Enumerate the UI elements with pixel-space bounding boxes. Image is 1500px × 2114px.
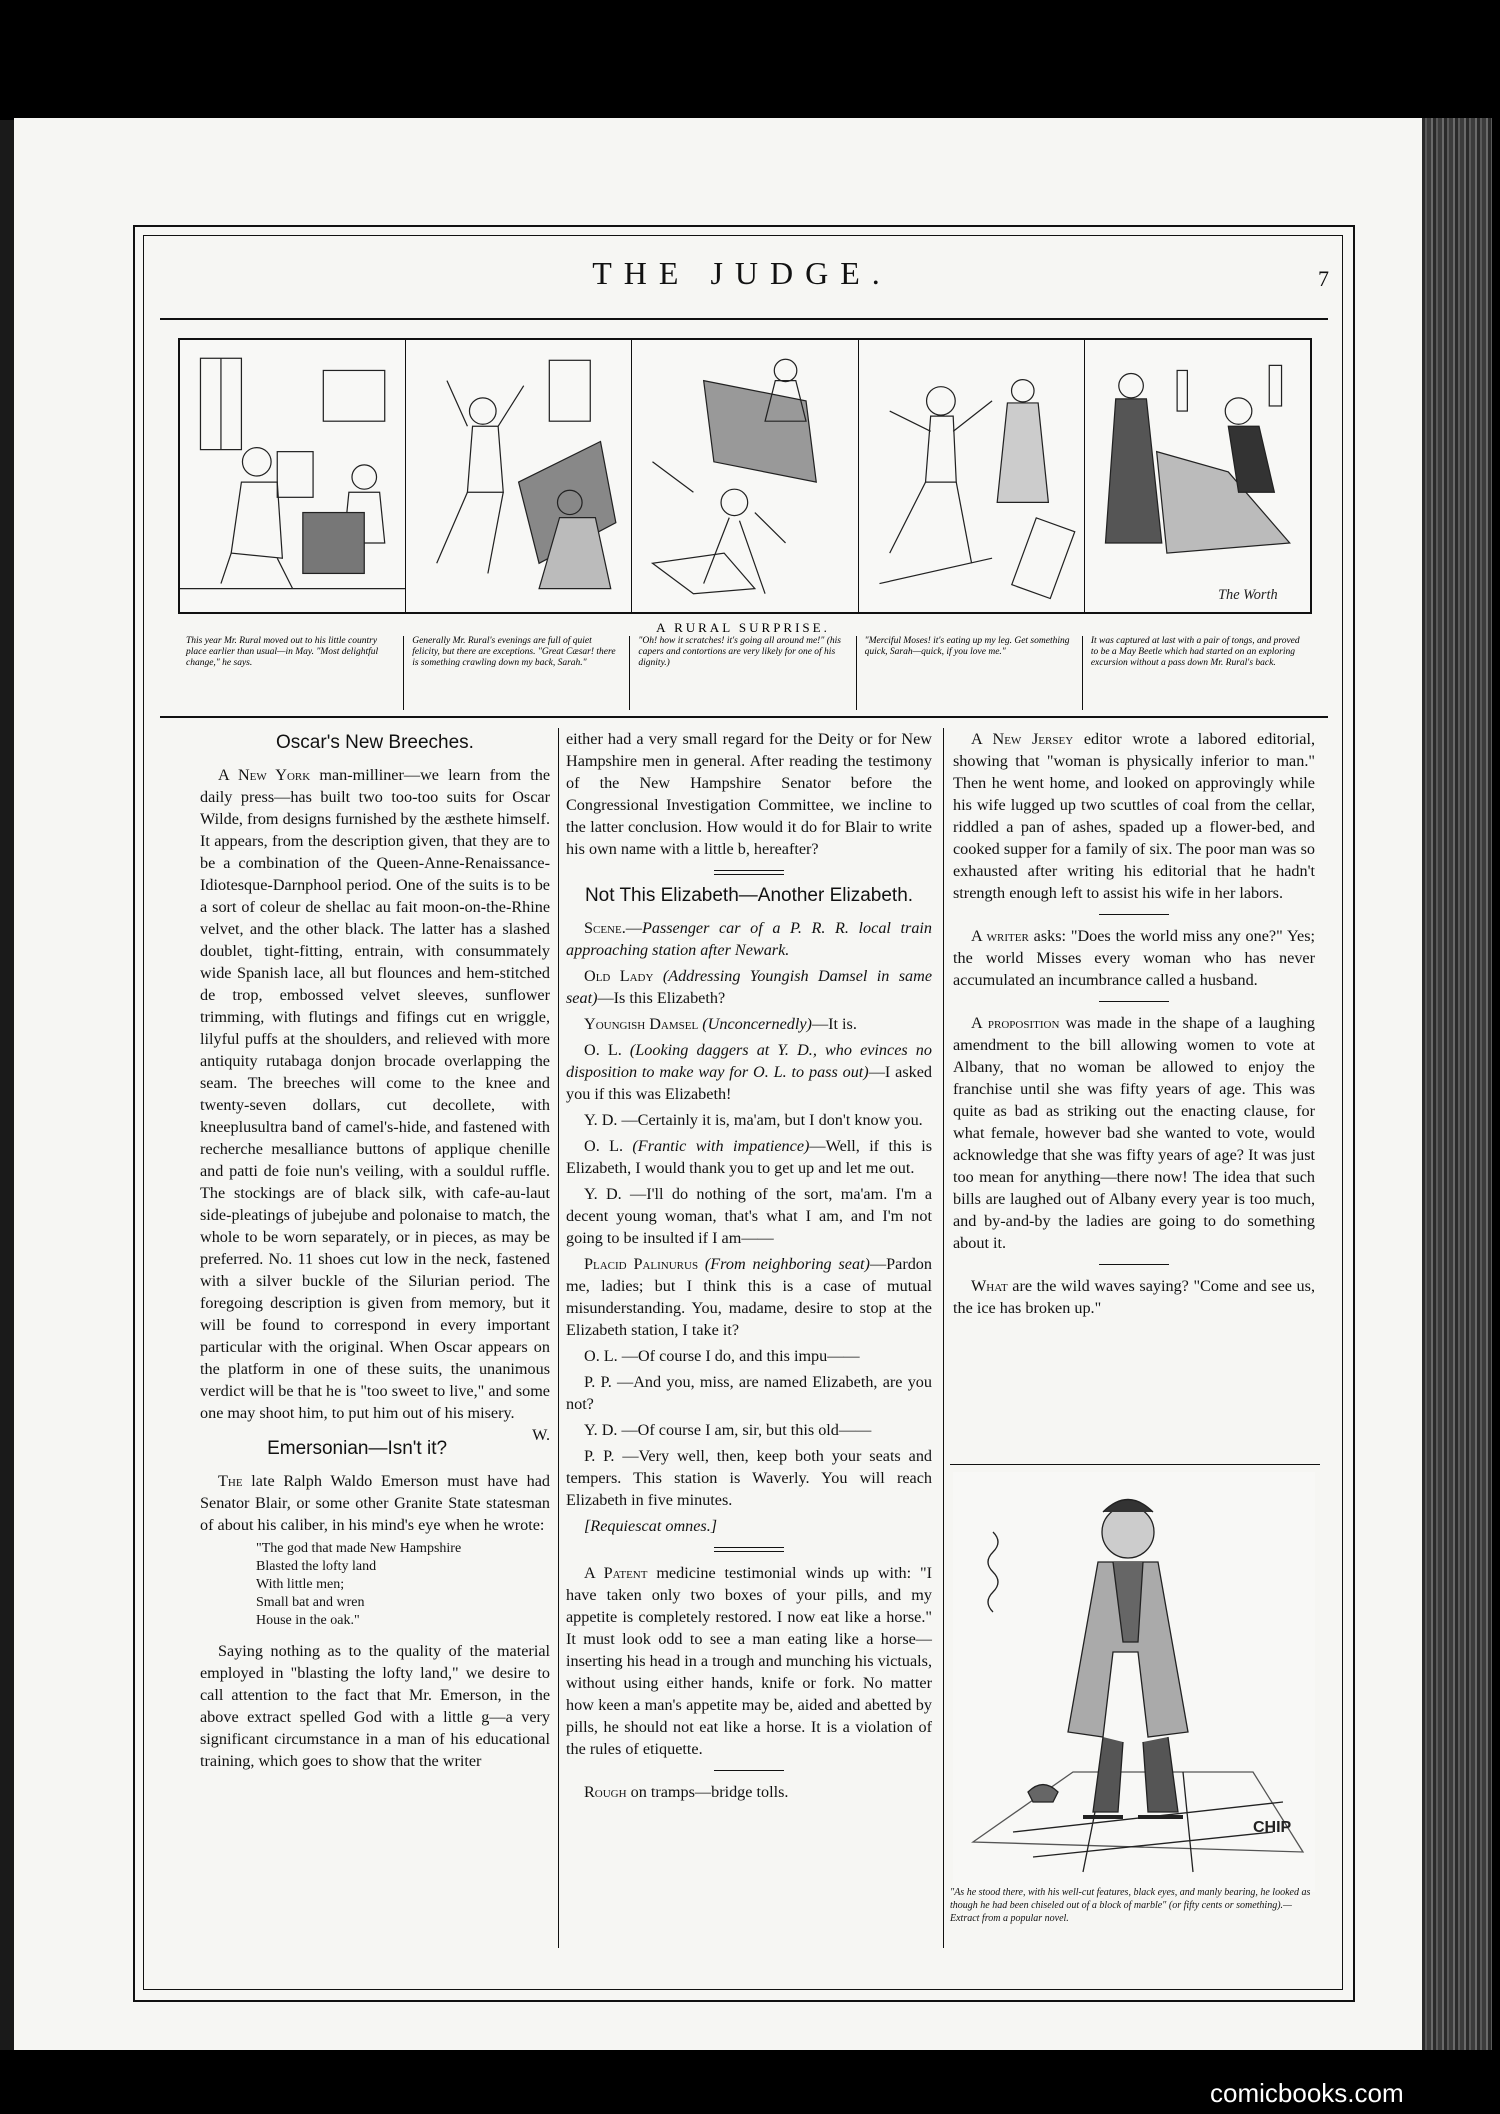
elizabeth-dialogue: [566, 965, 932, 1511]
oscar-signature: W.: [532, 1426, 550, 1444]
jersey-article: A New Jersey editor wrote a labored editorial, showing that "woman is physically inferior to man." Then he went home, and looked on approvingly while his wife lugged up two scuttles of coal from the cellar, riddled a pan of ashes, spaded up a flower-bed, and cooked supper for a family of six. The poor man was so exhausted after writing his editorial that he hadn't strength enough left to assist his wife in her labors.: [953, 730, 1316, 902]
illustration-rule: [950, 1464, 1320, 1465]
patent-article: A Patent medicine testimonial winds up with: "I have taken only two boxes of your pills, and my appetite is completely restored. I now eat like a horse." It must look odd to see a man eating like a horse—inserting his head in a trough and munching his victuals, without using either hands, knife or fork. No matter how keen a man's appetite may be, aided and abetted by pills, he should not eat like a horse. It is a violation of the rules of etiquette.: [566, 1564, 932, 1758]
cartoon-caption-5: It was captured at last with a pair of tongs, and proved to be a May Beetle which had started on an exploring excursion without a pass down Mr. Rural's back.: [1090, 636, 1300, 668]
section-rule: [1099, 1001, 1169, 1002]
dialogue-line: Y. D. —Certainly it is, ma'am, but I don't know you.: [584, 1111, 923, 1129]
cartoon-captions: [178, 636, 1308, 710]
elizabeth-close: [Requiescat omnes.]: [584, 1517, 718, 1535]
waves-article: What are the wild waves saying? "Come and see us, the ice has broken up.": [953, 1277, 1315, 1317]
page-number: 7: [1318, 266, 1329, 291]
emerson-intro: The late Ralph Waldo Emerson must have had Senator Blair, or some other Granite State statesman of about his caliber, in his mind's eye when he wrote:: [200, 1472, 550, 1534]
illustration-signature: CHIP: [1253, 1819, 1292, 1836]
comic-panel-4: [859, 340, 1085, 612]
emerson-heading: Emersonian—Isn't it?: [267, 1438, 448, 1459]
column-rule-1: [558, 728, 559, 1948]
elizabeth-scene: Scene.—Passenger car of a P. R. R. local train approaching station after Newark.: [566, 919, 932, 959]
comic-panel-3: [632, 340, 858, 612]
oscar-heading: Oscar's New Breeches.: [276, 732, 474, 753]
illustration-caption: "As he stood there, with his well-cut features, black eyes, and manly bearing, he looked as though he had been chiseled out of a block of marble" (or fifty cents or something).—Extract from a popular novel.: [950, 1887, 1311, 1924]
dialogue-line: O. L. (Looking daggers at Y. D., who evinces no disposition to make way for O. L. to pass out)—I asked you if this was Elizabeth!: [566, 1041, 932, 1103]
section-rule: [714, 870, 784, 875]
strip-rule: [160, 716, 1328, 718]
dialogue-line: O. L. —Of course I do, and this impu——: [584, 1347, 860, 1365]
comic-strip: [178, 338, 1312, 614]
comic-panel-2: [406, 340, 632, 612]
cartoon-caption-2: Generally Mr. Rural's evenings are full of quiet felicity, but there are exceptions. "Great Cæsar! there is something crawling down my back, Sarah.": [404, 636, 630, 710]
dialogue-line: Y. D. —Of course I am, sir, but this old——: [584, 1421, 872, 1439]
tramps-article: Rough on tramps—bridge tolls.: [584, 1783, 789, 1801]
section-rule: [714, 1547, 784, 1552]
comic-panel-1: [180, 340, 406, 612]
comic-panel-5: [1085, 340, 1310, 612]
cartoon-caption-3: "Oh! how it scratches! it's going all around me!" (his capers and contortions are very likely for one of his dignity.): [630, 636, 856, 710]
dialogue-line: P. P. —Very well, then, keep both your seats and tempers. This station is Waverly. You will reach Elizabeth in five minutes.: [566, 1447, 933, 1509]
dialogue-line: Old Lady (Addressing Youngish Damsel in same seat)—Is this Elizabeth?: [566, 967, 933, 1007]
dialogue-line: Youngish Damsel (Unconcernedly)—It is.: [584, 1015, 857, 1033]
column-rule-2: [943, 728, 944, 1948]
masthead-title: THE JUDGE.: [592, 255, 892, 291]
proposition-article: A proposition was made in the shape of a laughing amendment to the bill allowing women to vote at Albany, that no woman be allowed to enjoy the franchise until she was fifty years of age. This was quite as bad as striking out the enacting clause, for what female, however bad she wanted to vote, would acknowledge that she was fifty years of age? It was just too mean for anything—there now! The idea that such bills are laughed out of Albany every year is too much, and by-and-by the ladies are going to do something about it.: [953, 1014, 1316, 1252]
writer-article: A writer asks: "Does the world miss any one?" Yes; the world Misses every woman who has never accumulated an incumbrance called a husband.: [953, 927, 1315, 989]
dialogue-line: O. L. (Frantic with impatience)—Well, if this is Elizabeth, I would thank you to get up and let me out.: [566, 1137, 933, 1177]
cartoon-title: A RURAL SURPRISE.: [656, 620, 830, 635]
tramp-illustration: [953, 1472, 1315, 1892]
site-watermark: comicbooks.com: [1210, 2078, 1404, 2108]
elizabeth-heading: Not This Elizabeth—Another Elizabeth.: [584, 885, 914, 906]
column-1: [200, 728, 550, 1958]
section-rule: [1099, 914, 1169, 915]
section-rule: [1099, 1264, 1169, 1265]
masthead-rule: [160, 318, 1328, 320]
emerson-continuation: either had a very small regard for the Deity or for New Hampshire men in general. After reading the testimony of the New Hampshire Senator before the Congressional Investigation Committee, we incline to the latter conclusion. How would it do for Blair to write his own name with a little b, hereafter?: [566, 730, 932, 858]
cartoon-caption-1: This year Mr. Rural moved out to his little country place earlier than usual—in May. "Most delightful change," he says.: [178, 636, 404, 710]
column-3: [953, 728, 1315, 1458]
cartoon-caption-4: "Merciful Moses! it's eating up my leg. Get something quick, Sarah—quick, if you love me.": [857, 636, 1083, 710]
section-rule: [714, 1770, 784, 1771]
column-2: [566, 728, 932, 1958]
dialogue-line: P. P. —And you, miss, are named Elizabeth, are you not?: [566, 1373, 932, 1413]
oscar-article: A New York man-milliner—we learn from the daily press—has built two too-too suits for Oscar Wilde, from designs furnished by the æsthete himself. It appears, from the description given, that they are to be a combination of the Queen-Anne-Renaissance-Idiotesque-Darnphool period. One of the suits is to be a sort of coleur de shellac au fait moon-on-the-Rhine velvet, and the other black. The latter has a slashed doublet, tight-fitting, entrain, with consummately wide Spanish lace, all but flounces and hem-stitched de trop, embossed velvet sleeves, sunflower trimming, with flutings and fifings cut en wriggle, lilyful puffs at the shoulders, and relieved with more antiquity rutabaga donjon brocade overlapping the seam. The breeches will come to the knee and twenty-seven dollars, cut decollete, with kneeplusultra band of camel's-hide, and fastened with recherche mesalliance buttons of applique chenille and patti de foie nun's veiling, with a souldul ruffle. The stockings are of black silk, with cafe-au-laut side-pleatings of jubejube and polonaise to match, the whole to be worn separately, or in pieces, as may be preferred. No. 11 shoes cut low in the neck, fastened with a silver buckle of the Silurian period. The foregoing description is given from memory, but it will be found to correspond in every important particular with the original. When Oscar appears on the platform in one of these suits, the unanimous verdict will be that he is "too sweet to live," and some one may shoot him, to put him out of his misery. W.: [200, 766, 551, 1444]
left-page-edge: [0, 120, 14, 2050]
emerson-poem: "The god that made New Hampshire Blasted the lofty land With little men; Small bat and wren House in the oak.": [256, 1541, 462, 1628]
dialogue-line: Y. D. —I'll do nothing of the sort, ma'am. I'm a decent young woman, that's what I am, and I'm not going to be insulted if I am——: [566, 1185, 932, 1247]
emerson-body: Saying nothing as to the quality of the material employed in "blasting the lofty land," we desire to call attention to the fact that Mr. Emerson, in the above extract spelled God with a little g—a very significant circumstance in a man of his educational training, which goes to show that the writer: [200, 1642, 550, 1770]
dialogue-line: Placid Palinurus (From neighboring seat)—Pardon me, ladies; but I think this is a case of mutual misunderstanding. You, madame, desire to stop at the Elizabeth station, I take it?: [566, 1255, 932, 1339]
book-spine: [1422, 118, 1492, 2050]
cartoon-artist-signature: The Worth: [1217, 586, 1278, 603]
